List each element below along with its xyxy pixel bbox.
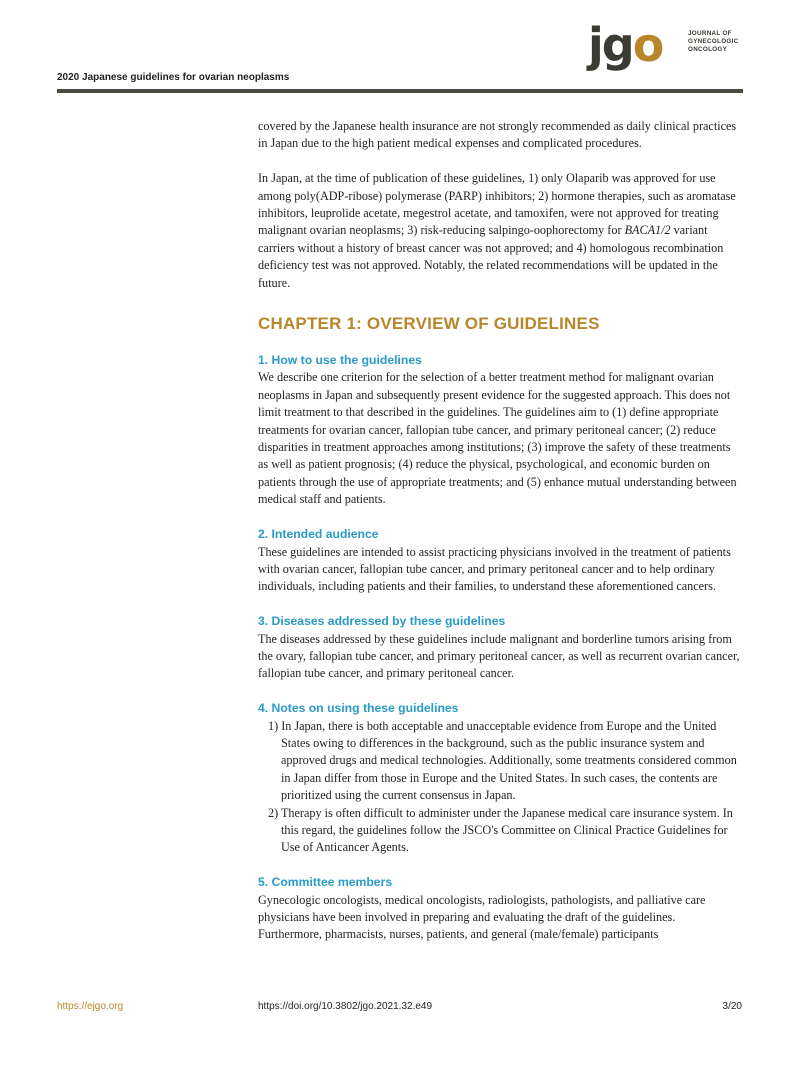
- footer-site-link[interactable]: https://ejgo.org: [57, 1001, 124, 1012]
- section-title-5: 5. Committee members: [258, 875, 393, 890]
- section-title-1: 1. How to use the guidelines: [258, 353, 422, 368]
- footer-doi-link[interactable]: https://doi.org/10.3802/jgo.2021.32.e49: [258, 1001, 433, 1012]
- section-body-5: Gynecologic oncologists, medical oncologists, radiologists, pathologists, and palliative care physicians have been involved in preparing and evaluating the draft of the guidelines. Furthermore, pharmacists, nurses, patients, and general (male/female) participants: [258, 892, 706, 942]
- intro-paragraph-2-part-1: In Japan, at the time of publication of these guidelines, 1) only Olaparib was approved for use among poly(ADP-ribose) polymerase (PARP) inhibitors; 2) hormone therapies, such as aromatase inhibitors, leuprolide acetate, megestrol acetate, and tamoxifen, were not approved for treating malignant ovarian neoplasms; 3) risk-reducing salpingo-oophorectomy for: [258, 171, 736, 238]
- section-title-4: 4. Notes on using these guidelines: [258, 701, 459, 716]
- logo-text-line-1: JOURNAL OF: [688, 30, 732, 37]
- article-body: [258, 118, 742, 944]
- section-body-2: These guidelines are intended to assist practicing physicians involved in the treatment of patients with ovarian cancer, fallopian tube cancer, and primary peritoneal cancer and to help ordinary individuals, including patients and their families, to understand these aforementioned cancers.: [258, 544, 731, 594]
- intro-paragraph-1: covered by the Japanese health insurance are not strongly recommended as daily clinical practices in Japan due to the high patient medical expenses and complicated procedures.: [258, 119, 737, 151]
- running-title: 2020 Japanese guidelines for ovarian neoplasms: [57, 72, 290, 83]
- chapter-title: CHAPTER 1: OVERVIEW OF GUIDELINES: [258, 314, 600, 334]
- logo-text: [688, 30, 739, 54]
- notes-list-item-1: 1) In Japan, there is both acceptable and unacceptable evidence from Europe and the United States owing to differences in the background, such as the public insurance system and approved drugs and medical technologies. Additionally, some treatments considered common in Japan differ from those in Europe and the United States. In such cases, the contents are prioritized using the current consensus in Japan.: [268, 718, 737, 803]
- page-number: 3/20: [722, 1001, 742, 1012]
- notes-list: [258, 718, 742, 857]
- logo-text-line-2: GYNECOLOGIC: [688, 38, 739, 45]
- header-rule: [57, 89, 743, 93]
- logo-text-line-3: ONCOLOGY: [688, 46, 728, 53]
- gene-name: BACA1/2: [624, 223, 671, 238]
- section-title-3: 3. Diseases addressed by these guidelines: [258, 614, 506, 629]
- section-body-3: The diseases addressed by these guidelines include malignant and borderline tumors arising from the ovary, fallopian tube cancer, and primary peritoneal cancer, as well as recurrent ovarian cancer, fallopian tube cancer, and primary peritoneal cancer.: [258, 631, 740, 681]
- intro-paragraph-2-part-2: variant carriers without a history of breast cancer was not approved; and 4) homologous recombination deficiency test was not approved. Notably, the related recommendations will be updated in the future.: [258, 223, 724, 290]
- section-body-1: We describe one criterion for the selection of a better treatment method for malignant ovarian neoplasms in Japan and subsequently present evidence for the suggested approach. This does not limit treatment to that described in the guidelines. The guidelines aim to (1) define appropriate treatments for ovarian cancer, fallopian tube cancer, and primary peritoneal cancer; (2) reduce disparities in treatment approaches among institutions; (3) improve the safety of these treatments as well as patient prognosis; (4) reduce the physical, psychological, and economic burden on patients through the use of appropriate treatments; and (5) enhance mutual understanding between medical staff and patients.: [258, 370, 737, 507]
- logo-mark-accent: o: [632, 18, 663, 72]
- logo-mark: jgo: [588, 18, 663, 72]
- notes-list-item-2: 2) Therapy is often difficult to administer under the Japanese medical care insurance system. In this regard, the guidelines follow the JSCO's Committee on Clinical Practice Guidelines for Use of Anticancer Agents.: [268, 805, 733, 855]
- intro-paragraph-2: [258, 170, 742, 292]
- journal-logo: [588, 18, 748, 78]
- section-title-2: 2. Intended audience: [258, 527, 379, 542]
